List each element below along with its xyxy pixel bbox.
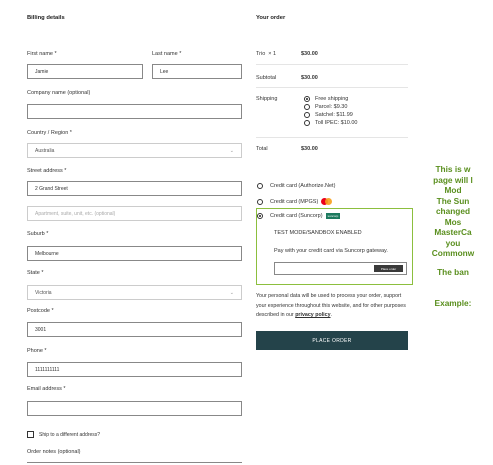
shipping-option-free[interactable]: Free shipping [304, 95, 358, 103]
radio[interactable] [257, 183, 263, 189]
divider [256, 137, 408, 138]
shipping-options [304, 95, 358, 127]
order-heading: Your order [256, 15, 286, 21]
privacy-notice: Your personal data will be used to process your order, support your experience throughout this website, and for other purposes described in our privacy policy. [256, 293, 406, 318]
payment-method-label: Credit card (MPGS) [270, 198, 319, 205]
company-field[interactable] [27, 104, 242, 119]
postcode-field[interactable]: 3001 [27, 322, 242, 337]
last-name-field[interactable]: Lee [152, 64, 242, 79]
subtotal-label: Subtotal [256, 75, 277, 81]
shipping-option-toll[interactable]: Toll IPEC: $10.00 [304, 119, 358, 127]
billing-heading: Billing details [27, 15, 65, 21]
order-item-qty: × 1 [268, 51, 277, 57]
total-label: Total [256, 146, 268, 152]
suncorp-description: Pay with your credit card via Suncorp gateway. [274, 248, 388, 254]
order-notes-label: Order notes (optional) [27, 449, 81, 455]
suncorp-logo: suncorp [327, 214, 339, 218]
ship-different-row[interactable] [27, 431, 100, 438]
company-label: Company name (optional) [27, 90, 91, 96]
state-value: Victoria [35, 289, 52, 296]
place-order-button[interactable]: PLACE ORDER [256, 331, 408, 350]
inner-place-order-button[interactable]: Place order [374, 265, 403, 272]
total-value: $30.00 [301, 146, 318, 152]
chevron-down-icon: ⌄ [229, 147, 234, 154]
annotation-text: This is w page will l Mod The Sun changed Mos MasterCa you Commonw The ban Example: [431, 164, 475, 308]
suburb-field[interactable]: Melbourne [27, 246, 242, 261]
phone-field[interactable]: 1111111111 [27, 362, 242, 377]
email-label: Email address * [27, 386, 66, 392]
divider [256, 64, 408, 65]
first-name-field[interactable]: Jamie [27, 64, 143, 79]
country-label: Country / Region * [27, 130, 72, 136]
order-item-name: Trio [256, 51, 266, 57]
privacy-policy-link[interactable]: privacy policy [295, 312, 331, 318]
shipping-option-parcel[interactable]: Parcel: $9.30 [304, 103, 358, 111]
phone-label: Phone * [27, 348, 47, 354]
country-value: Australia [35, 147, 55, 154]
ship-different-checkbox[interactable] [27, 431, 34, 438]
apartment-field[interactable]: Apartment, suite, unit, etc. (optional) [27, 206, 242, 221]
test-mode-notice: TEST MODE/SANDBOX ENABLED [274, 230, 362, 236]
chevron-down-icon: ⌄ [229, 289, 234, 296]
ship-different-label: Ship to a different address? [39, 431, 101, 438]
email-field[interactable] [27, 401, 242, 416]
payment-mpgs[interactable] [257, 198, 332, 205]
divider [256, 87, 408, 88]
country-select[interactable] [27, 143, 242, 158]
shipping-label: Shipping [256, 96, 278, 102]
radio[interactable] [304, 104, 310, 110]
payment-authorize-net[interactable] [257, 183, 335, 189]
mastercard-icon [321, 198, 332, 205]
state-select[interactable] [27, 285, 242, 300]
street-field[interactable]: 2 Grand Street [27, 181, 242, 196]
radio[interactable] [257, 199, 263, 205]
state-label: State * [27, 270, 44, 276]
first-name-label: First name * [27, 51, 57, 57]
radio-selected[interactable] [304, 96, 310, 102]
street-label: Street address * [27, 168, 67, 174]
order-item-price: $30.00 [301, 51, 318, 57]
payment-method-label: Credit card (Suncorp) [270, 213, 323, 219]
order-notes-field-top[interactable] [27, 462, 242, 463]
subtotal-value: $30.00 [301, 75, 318, 81]
payment-method-label: Credit card (Authorize.Net) [270, 183, 336, 189]
radio[interactable] [304, 112, 310, 118]
radio[interactable] [304, 120, 310, 126]
suburb-label: Suburb * [27, 231, 49, 237]
order-item-row [256, 51, 276, 57]
last-name-label: Last name * [152, 51, 182, 57]
postcode-label: Postcode * [27, 308, 54, 314]
shipping-option-satchel[interactable]: Satchel: $11.99 [304, 111, 358, 119]
